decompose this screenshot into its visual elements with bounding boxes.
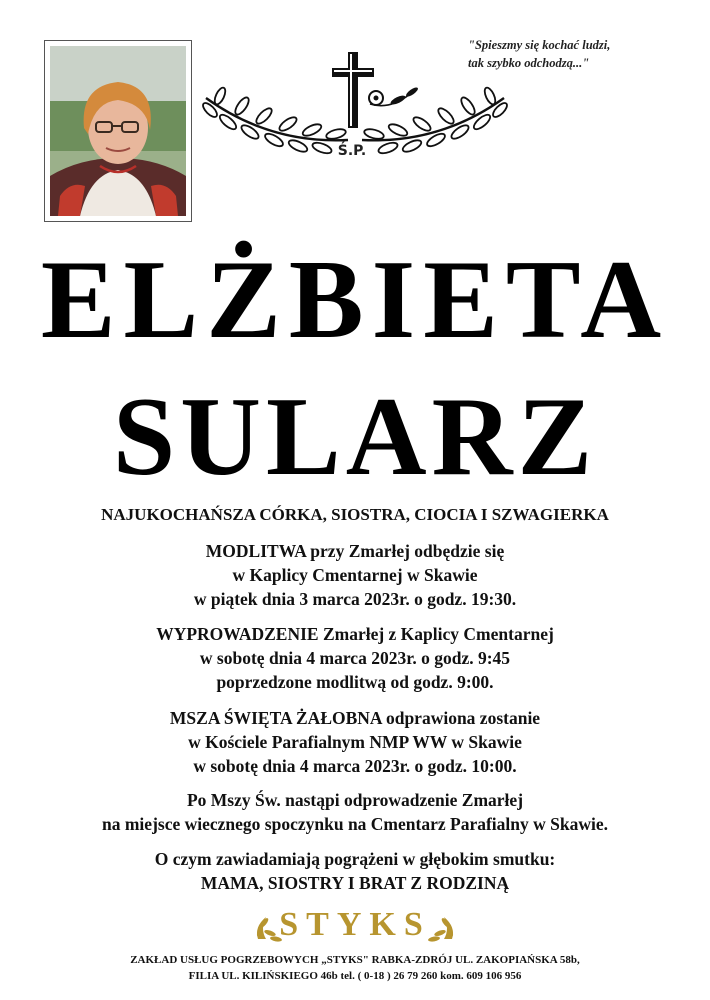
procession-line-3: poprzedzone modlitwą od godz. 9:00. xyxy=(216,672,494,692)
burial-block xyxy=(0,788,710,836)
deceased-last-name: SULARZ xyxy=(112,375,598,499)
announcement-line-1: O czym zawiadamiają pogrążeni w głębokim smutku: xyxy=(154,849,556,869)
prayer-line-1: MODLITWA przy Zmarłej odbędzie się xyxy=(205,541,505,561)
deceased-photo xyxy=(44,40,192,222)
mass-line-3: w sobotę dnia 4 marca 2023r. o godz. 10:00. xyxy=(193,756,517,776)
prayer-line-3: w piątek dnia 3 marca 2023r. o godz. 19:30. xyxy=(193,589,517,609)
relation-line: NAJUKOCHAŃSZA CÓRKA, SIOSTRA, CIOCIA I SZWAGIERKA xyxy=(101,505,609,524)
mass-line-1: MSZA ŚWIĘTA ŻAŁOBNA odprawiona zostanie xyxy=(169,708,541,728)
funeral-home-contact: FILIA UL. KILIŃSKIEGO 46b tel. ( 0-18 ) 26 79 260 kom. 609 106 956 xyxy=(188,970,522,982)
prayer-line-2: w Kaplicy Cmentarnej w Skawie xyxy=(232,565,478,585)
sp-label: Ś.P. xyxy=(337,143,367,159)
funeral-home-address: ZAKŁAD USŁUG POGRZEBOWYCH „STYKS" RABKA-ZDRÓJ UL. ZAKOPIAŃSKA 58b, xyxy=(130,954,580,966)
procession-block xyxy=(0,622,710,694)
announcement-line-2: MAMA, SIOSTRY I BRAT Z RODZINĄ xyxy=(200,873,510,893)
prayer-block xyxy=(0,539,710,611)
quote-line-2: tak szybko odchodzą..." xyxy=(468,56,590,70)
burial-line-2: na miejsce wiecznego spoczynku na Cmentarz Parafialny w Skawie. xyxy=(102,814,608,834)
mass-line-2: w Kościele Parafialnym NMP WW w Skawie xyxy=(188,732,522,752)
procession-line-2: w sobotę dnia 4 marca 2023r. o godz. 9:45 xyxy=(199,648,511,668)
quote-line-1: "Spieszmy się kochać ludzi, xyxy=(468,38,611,52)
announcement-block xyxy=(0,847,710,895)
portrait-photo-icon xyxy=(50,46,186,216)
deceased-first-name: ELŻBIETA xyxy=(40,238,670,362)
procession-line-1: WYPROWADZENIE Zmarłej z Kaplicy Cmentarnej xyxy=(156,624,554,644)
styks-logo-text: STYKS xyxy=(279,906,431,943)
burial-line-1: Po Mszy Św. nastąpi odprowadzenie Zmarłej xyxy=(186,790,524,810)
mass-block xyxy=(0,706,710,778)
